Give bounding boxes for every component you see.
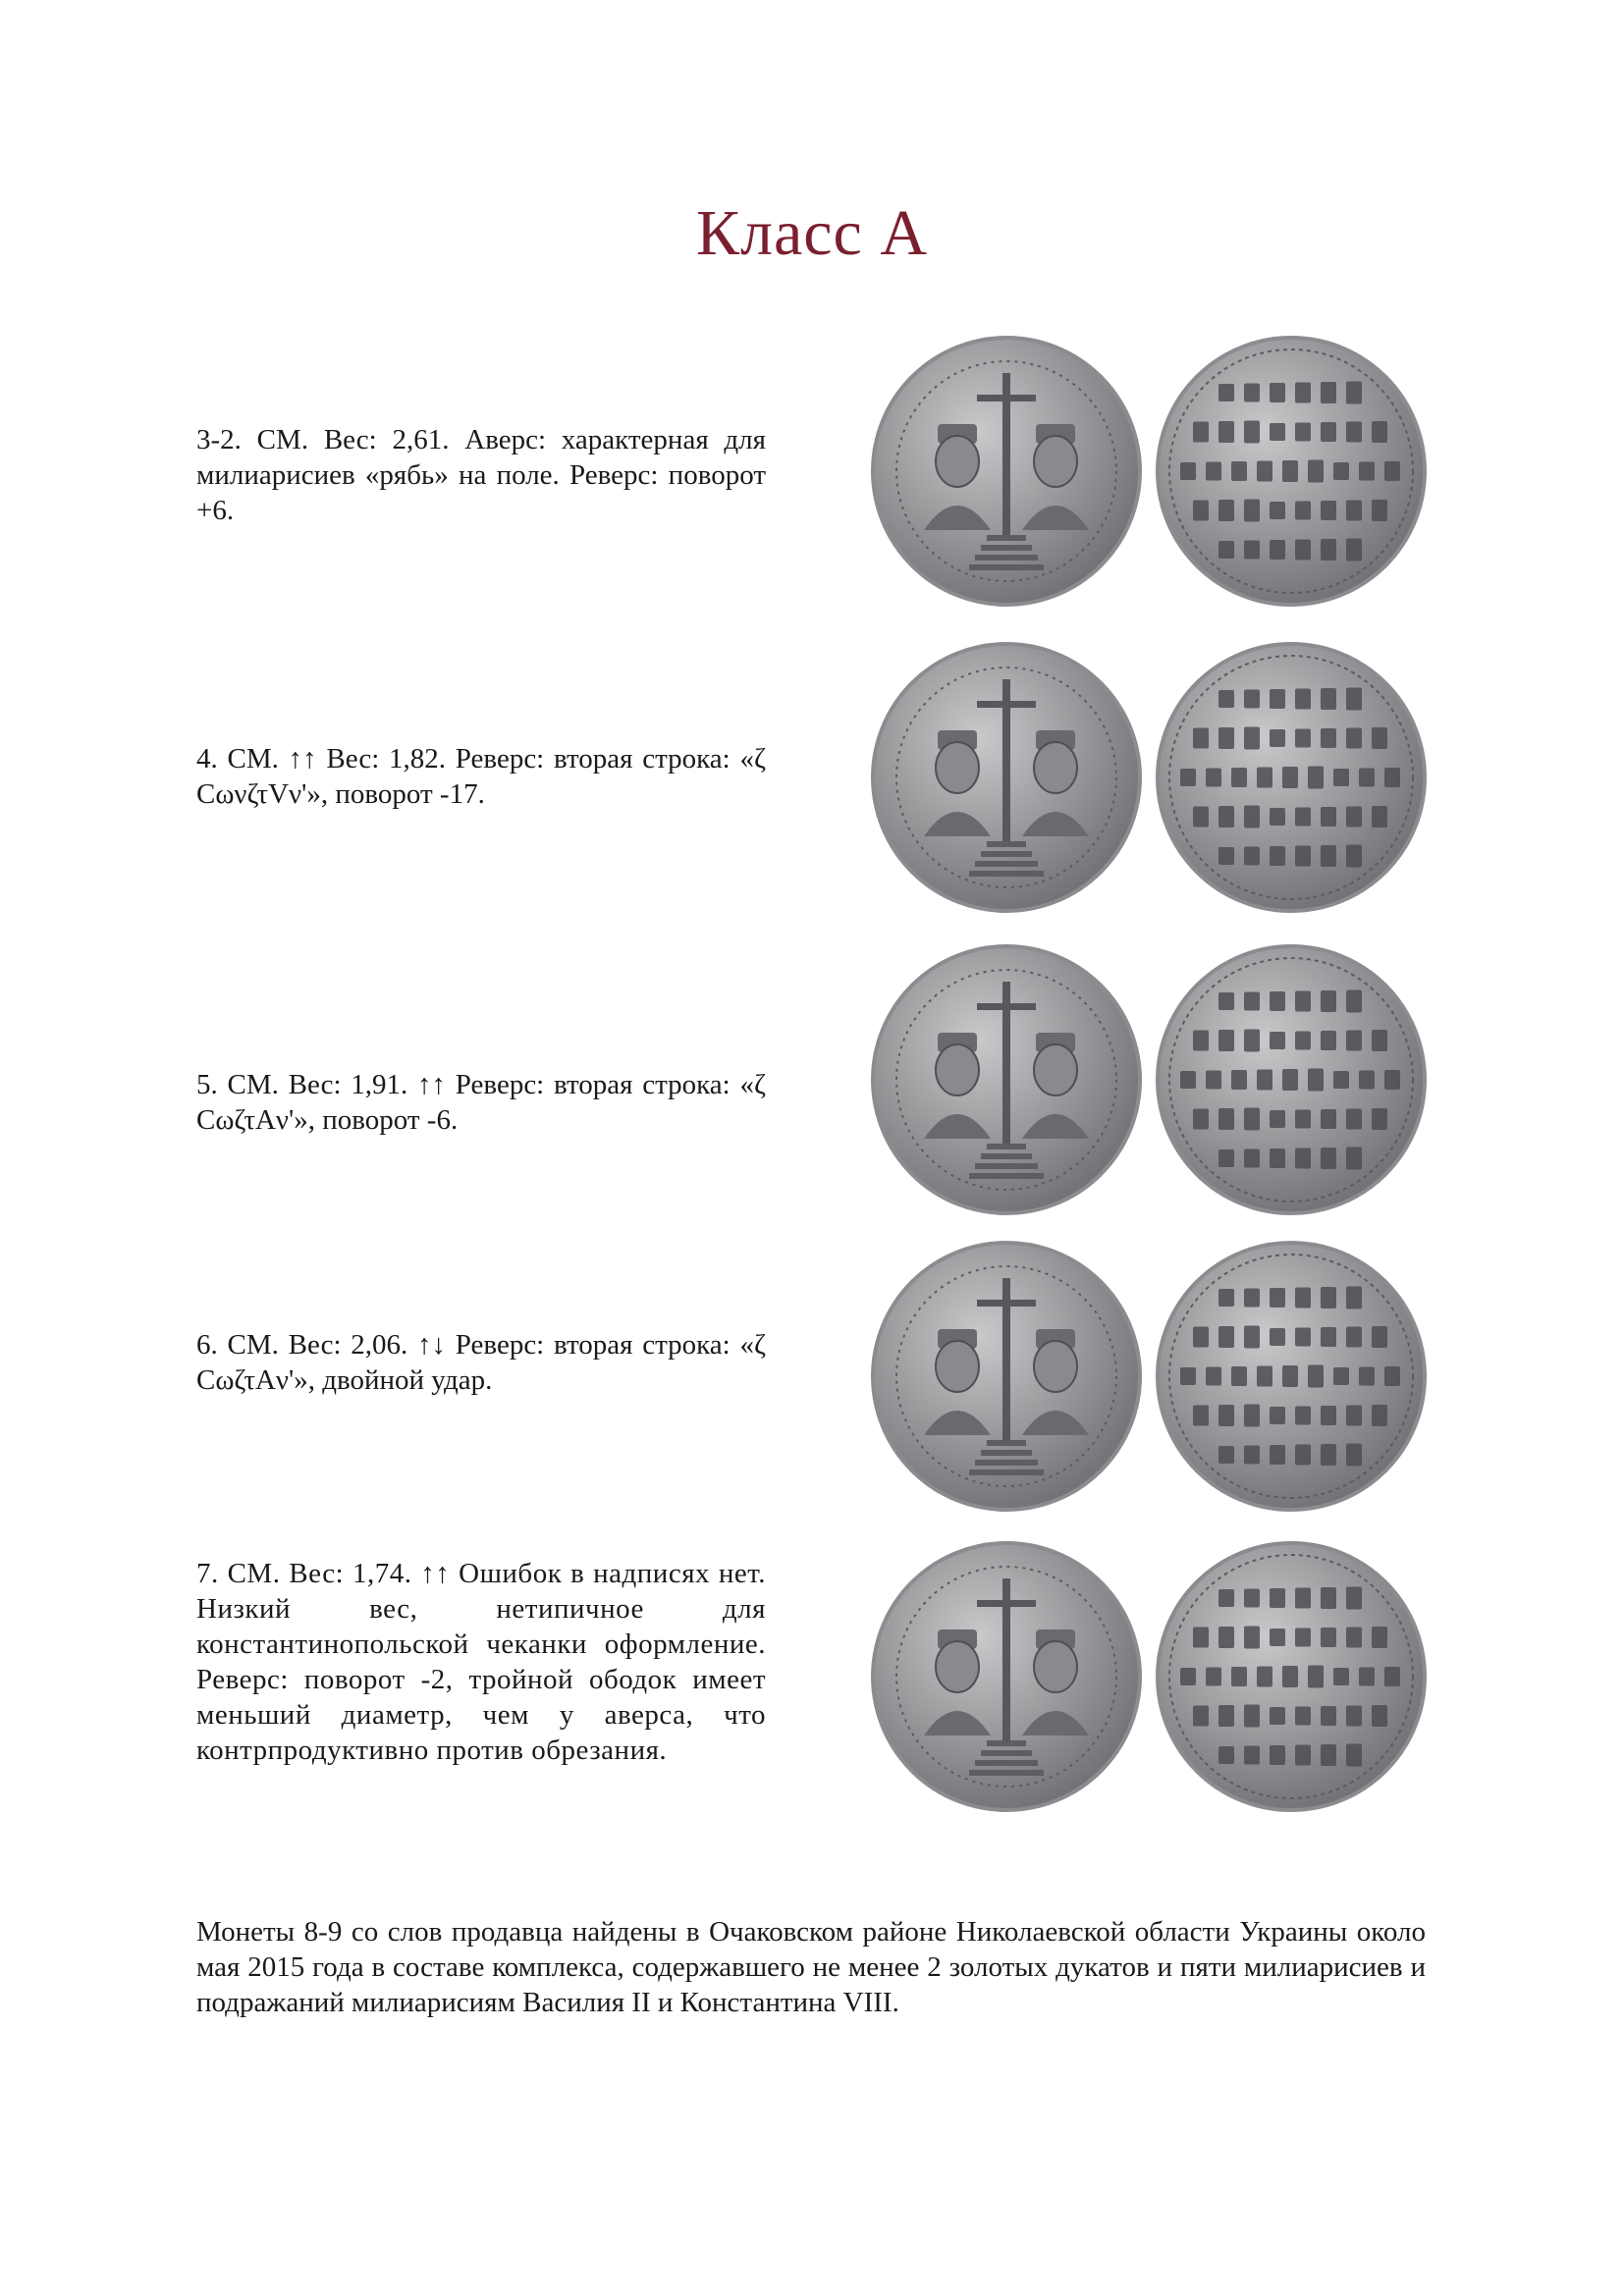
coin-pair-7 [869,1539,1438,1814]
coin-entry-6 [196,1327,766,1398]
coin-reverse-image [1154,1539,1429,1814]
entry-text: 5. СМ. Вес: 1,91. ↑↑ Реверс: вторая строка: «ζ CωζτAν'», поворот -6. [196,1069,766,1136]
coin-reverse-image [1154,1239,1429,1514]
coin-obverse-image [869,1539,1144,1814]
page-title: Класс А [695,197,928,269]
coin-obverse-image [869,640,1144,915]
entry-text: 7. СМ. Вес: 1,74. ↑↑ Ошибок в надписях нет. Низкий вес, нетипичное для константинопольской чеканки оформление. Реверс: поворот -2, тройной ободок имеет меньший диаметр, чем у аверса, что контрпродуктивно против обрезания. [196,1558,766,1766]
coin-pair-4 [869,640,1438,915]
coin-reverse-image [1154,640,1429,915]
coin-entry-3-2 [196,422,766,528]
coin-entry-5 [196,1067,766,1138]
entry-text: 6. СМ. Вес: 2,06. ↑↓ Реверс: вторая строка: «ζ CωζτAν'», двойной удар. [196,1329,766,1396]
coin-pair-3-2 [869,334,1438,609]
coin-entry-7 [196,1556,766,1768]
coin-pair-6 [869,1239,1438,1514]
coin-obverse-image [869,942,1144,1217]
coin-entry-4 [196,741,766,812]
coin-obverse-image [869,334,1144,609]
coin-obverse-image [869,1239,1144,1514]
entry-text: 4. СМ. ↑↑ Вес: 1,82. Реверс: вторая строка: «ζ CωνζτVν'», поворот -17. [196,743,766,810]
coin-reverse-image [1154,334,1429,609]
footer-paragraph: Монеты 8-9 со слов продавца найдены в Очаковском районе Николаевской области Украины около мая 2015 года в составе комплекса, содержавшего не менее 2 золотых дукатов и пяти милиарисиев и подражаний милиарисиям Василия II и Константина VIII. [196,1916,1426,2018]
coin-reverse-image [1154,942,1429,1217]
coin-pair-5 [869,942,1438,1217]
entry-text: 3-2. СМ. Вес: 2,61. Аверс: характерная для милиарисиев «рябь» на поле. Реверс: поворот +6. [196,424,766,526]
